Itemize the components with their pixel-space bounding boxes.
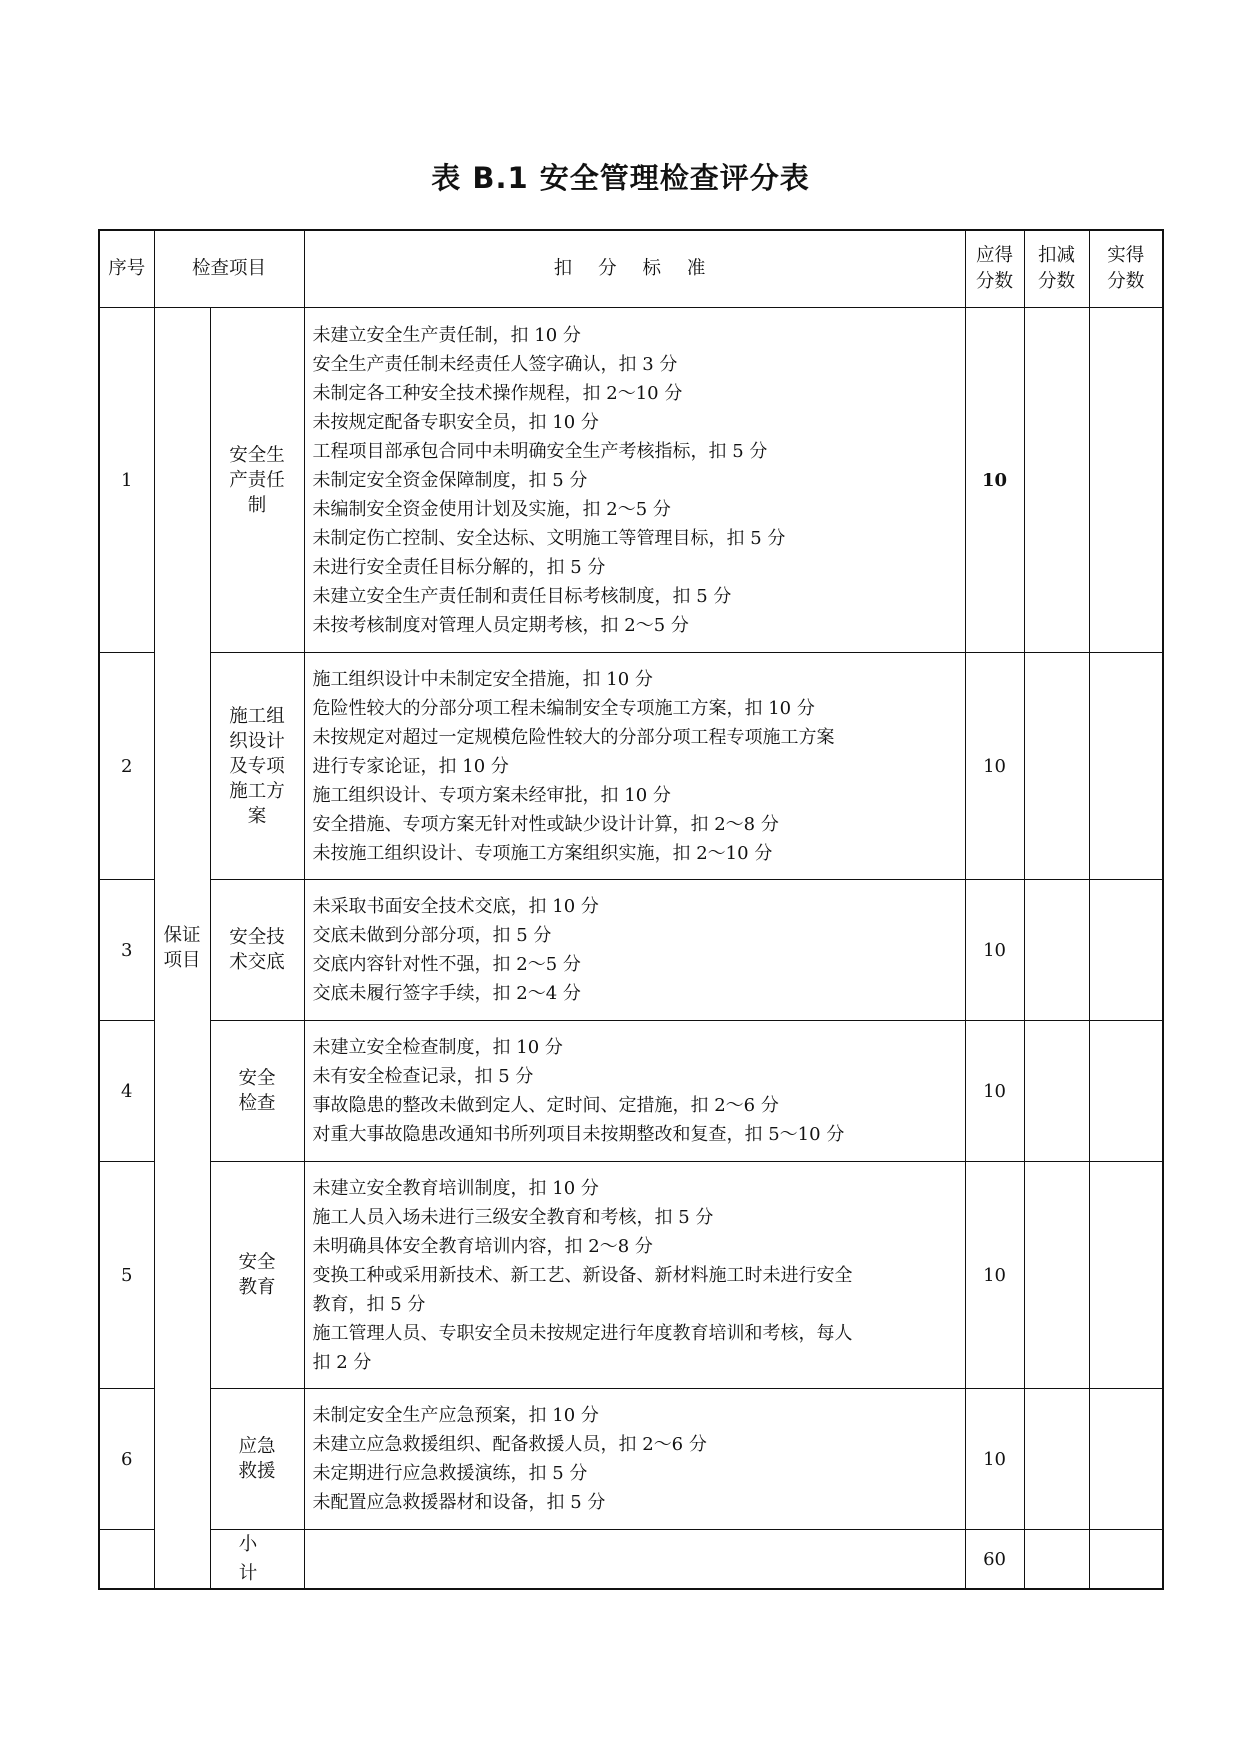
- check-item-text: 安全技术交底: [229, 927, 285, 973]
- safety-management-score-table: [98, 229, 1164, 1590]
- standard-line: 未建立安全检查制度，扣 10 分: [312, 1037, 563, 1058]
- row-number: 5: [99, 1162, 154, 1389]
- standard-line: 未建立安全生产责任制，扣 10 分: [312, 324, 581, 346]
- header-item: 检查项目: [154, 230, 304, 308]
- standard-line: 扣 2 分: [312, 1351, 372, 1373]
- standard-line: 未制定各工种安全技术操作规程，扣 2～10 分: [312, 382, 683, 404]
- actual-score-cell[interactable]: [1089, 1021, 1163, 1162]
- table-row: [99, 308, 1163, 653]
- standard-line: 施工组织设计中未制定安全措施，扣 10 分: [312, 668, 653, 690]
- header-max-score: [965, 230, 1024, 308]
- standard-line: 未按规定对超过一定规模危险性较大的分部分项工程专项施工方案: [312, 726, 835, 748]
- header-standard: 扣 分 标 准: [304, 230, 965, 308]
- deducted-score-cell[interactable]: [1024, 653, 1089, 880]
- standard-line: 事故隐患的整改未做到定人、定时间、定措施，扣 2～6 分: [312, 1095, 779, 1116]
- document-title: 表 B.1 安全管理检查评分表: [431, 161, 810, 195]
- standard-line: 未制定伤亡控制、安全达标、文明施工等管理目标，扣 5 分: [312, 527, 786, 549]
- deducted-score-cell[interactable]: [1024, 880, 1089, 1021]
- standard-line: 未按考核制度对管理人员定期考核，扣 2～5 分: [312, 614, 689, 636]
- row-number: 3: [99, 880, 154, 1021]
- standard-line: 工程项目部承包合同中未明确安全生产考核指标，扣 5 分: [312, 440, 768, 462]
- table-row: [99, 1021, 1163, 1162]
- actual-score-cell[interactable]: [1089, 1389, 1163, 1530]
- standard-line: 交底内容针对性不强，扣 2～5 分: [312, 954, 581, 975]
- header-deducted-text: 扣减分数: [1038, 245, 1076, 292]
- standard-line: 进行专家论证，扣 10 分: [312, 755, 509, 777]
- standard-line: 未有安全检查记录，扣 5 分: [312, 1066, 534, 1087]
- max-score: 10: [965, 880, 1024, 1021]
- standard-line: 交底未履行签字手续，扣 2～4 分: [312, 983, 581, 1004]
- row-number: 1: [99, 308, 154, 653]
- subtotal-row: [99, 1530, 1163, 1590]
- table-row: [99, 1162, 1163, 1389]
- max-score: 10: [965, 653, 1024, 880]
- check-item: [210, 880, 304, 1021]
- row-number: 6: [99, 1389, 154, 1530]
- header-max-score-text: 应得分数: [976, 245, 1014, 292]
- standard-line: 未按规定配备专职安全员，扣 10 分: [312, 411, 599, 433]
- deduction-standard: [304, 308, 965, 653]
- standard-line: 交底未做到分部分项，扣 5 分: [312, 925, 552, 946]
- deducted-score-cell[interactable]: [1024, 1021, 1089, 1162]
- standard-line: 未建立安全教育培训制度，扣 10 分: [312, 1177, 599, 1199]
- max-score: 10: [965, 1021, 1024, 1162]
- deducted-score-cell[interactable]: [1024, 1389, 1089, 1530]
- standard-line: 教育，扣 5 分: [312, 1293, 426, 1315]
- actual-score-cell[interactable]: [1089, 653, 1163, 880]
- deduction-standard: [304, 1389, 965, 1530]
- header-deducted: [1024, 230, 1089, 308]
- deduction-standard: [304, 1021, 965, 1162]
- check-item-text: 应急救援: [238, 1436, 276, 1482]
- header-actual: [1089, 230, 1163, 308]
- standard-line: 未制定安全生产应急预案，扣 10 分: [312, 1405, 599, 1426]
- max-score: 10: [965, 308, 1024, 653]
- check-item: [210, 1021, 304, 1162]
- table-row: [99, 880, 1163, 1021]
- check-item-text: 安全教育: [238, 1252, 276, 1298]
- actual-score-cell[interactable]: [1089, 308, 1163, 653]
- category-label: 保证项目: [163, 925, 201, 971]
- deduction-standard: [304, 653, 965, 880]
- standard-line: 施工管理人员、专职安全员未按规定进行年度教育培训和考核，每人: [312, 1322, 853, 1344]
- subtotal-no-cell: [99, 1530, 154, 1590]
- standard-line: 安全生产责任制未经责任人签字确认，扣 3 分: [312, 353, 678, 375]
- subtotal-max-score: 60: [965, 1530, 1024, 1590]
- standard-line: 未采取书面安全技术交底，扣 10 分: [312, 896, 599, 917]
- actual-score-cell[interactable]: [1089, 1162, 1163, 1389]
- check-item: [210, 653, 304, 880]
- subtotal-deducted-cell[interactable]: [1024, 1530, 1089, 1590]
- standard-line: 未制定安全资金保障制度，扣 5 分: [312, 469, 588, 491]
- max-score: 10: [965, 1389, 1024, 1530]
- category-cell: [154, 308, 210, 1590]
- deduction-standard: [304, 880, 965, 1021]
- standard-line: 施工组织设计、专项方案未经审批，扣 10 分: [312, 784, 671, 806]
- header-no: 序号: [99, 230, 154, 308]
- standard-line: 对重大事故隐患改通知书所列项目未按期整改和复查，扣 5～10 分: [312, 1124, 845, 1145]
- standard-line: 未定期进行应急救援演练，扣 5 分: [312, 1463, 588, 1484]
- header-actual-text: 实得分数: [1107, 245, 1145, 292]
- standard-line: 施工人员入场未进行三级安全教育和考核，扣 5 分: [312, 1206, 714, 1228]
- subtotal-standard-cell: [304, 1530, 965, 1590]
- deducted-score-cell[interactable]: [1024, 1162, 1089, 1389]
- standard-line: 未建立应急救援组织、配备救援人员，扣 2～6 分: [312, 1434, 707, 1455]
- subtotal-label: 小 计: [210, 1530, 304, 1590]
- check-item-text: 安全检查: [238, 1068, 276, 1114]
- deduction-standard: [304, 1162, 965, 1389]
- check-item: 安全生产责任制: [210, 308, 304, 653]
- table-row: [99, 653, 1163, 880]
- subtotal-actual-cell[interactable]: [1089, 1530, 1163, 1590]
- actual-score-cell[interactable]: [1089, 880, 1163, 1021]
- table-row: [99, 1389, 1163, 1530]
- header-row: [99, 230, 1163, 308]
- row-number: 4: [99, 1021, 154, 1162]
- standard-line: 未明确具体安全教育培训内容，扣 2～8 分: [312, 1235, 653, 1257]
- standard-line: 变换工种或采用新技术、新工艺、新设备、新材料施工时未进行安全: [312, 1264, 853, 1286]
- check-item-text: 施工组织设计及专项施工方案: [229, 705, 285, 827]
- standard-line: 未按施工组织设计、专项施工方案组织实施，扣 2～10 分: [312, 842, 773, 864]
- standard-line: 安全措施、专项方案无针对性或缺少设计计算，扣 2～8 分: [312, 813, 779, 835]
- check-item: [210, 1162, 304, 1389]
- standard-line: 未进行安全责任目标分解的，扣 5 分: [312, 556, 606, 578]
- standard-line: 危险性较大的分部分项工程未编制安全专项施工方案，扣 10 分: [312, 697, 815, 719]
- max-score: 10: [965, 1162, 1024, 1389]
- row-number: 2: [99, 653, 154, 880]
- standard-line: 未建立安全生产责任制和责任目标考核制度，扣 5 分: [312, 585, 732, 607]
- standard-line: 未编制安全资金使用计划及实施，扣 2～5 分: [312, 498, 671, 520]
- deducted-score-cell[interactable]: [1024, 308, 1089, 653]
- standard-line: 未配置应急救援器材和设备，扣 5 分: [312, 1492, 606, 1513]
- check-item: [210, 1389, 304, 1530]
